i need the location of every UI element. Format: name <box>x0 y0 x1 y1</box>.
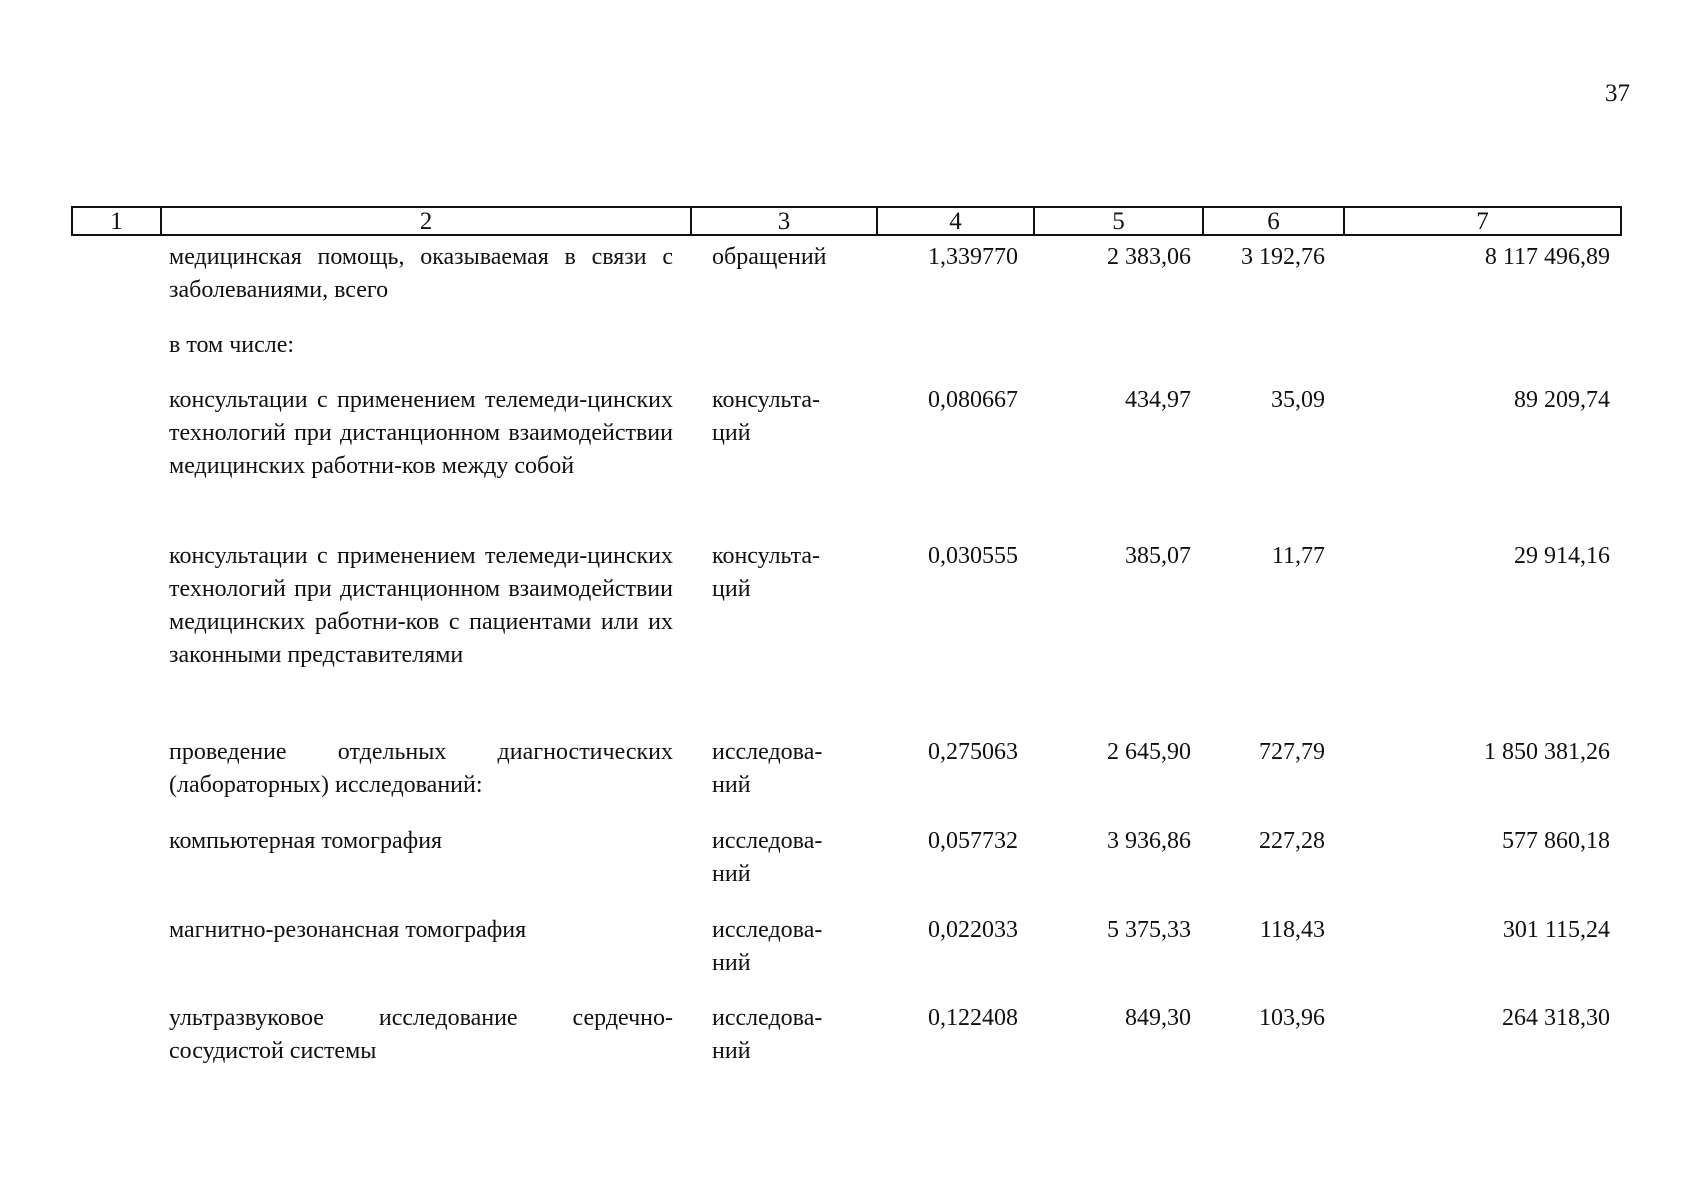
value-col-5: 2 383,06 <box>1107 244 1191 270</box>
table-header-row <box>71 206 1622 236</box>
value-col-5: 2 645,90 <box>1107 739 1191 765</box>
subsection-label: в том числе: <box>169 332 295 358</box>
unit-of-measure: исследова-ний <box>712 1005 823 1064</box>
service-name: магнитно-резонансная томография <box>169 917 527 943</box>
column-header-5: 5 <box>1033 208 1202 234</box>
column-header-4: 4 <box>876 208 1033 234</box>
page-number: 37 <box>1605 80 1630 107</box>
value-col-7: 8 117 496,89 <box>1484 244 1610 270</box>
value-col-4: 0,122408 <box>928 1005 1018 1031</box>
value-col-6: 35,09 <box>1271 387 1325 413</box>
value-col-7: 1 850 381,26 <box>1484 739 1610 765</box>
column-header-3: 3 <box>690 208 876 234</box>
value-col-6: 727,79 <box>1259 739 1325 765</box>
value-col-5: 385,07 <box>1125 543 1191 569</box>
value-col-7: 264 318,30 <box>1502 1005 1610 1031</box>
unit-of-measure: консульта-ций <box>712 543 820 602</box>
unit-of-measure: исследова-ний <box>712 828 823 887</box>
value-col-5: 434,97 <box>1125 387 1191 413</box>
service-name: проведение отдельных диагностических (лабораторных) исследований: <box>169 739 673 798</box>
service-name: ультразвуковое исследование сердечно-сосудистой системы <box>169 1005 673 1064</box>
column-header-6: 6 <box>1202 208 1343 234</box>
column-header-7: 7 <box>1343 208 1620 234</box>
value-col-6: 227,28 <box>1259 828 1325 854</box>
value-col-5: 3 936,86 <box>1107 828 1191 854</box>
value-col-4: 0,080667 <box>928 387 1018 413</box>
value-col-4: 1,339770 <box>928 244 1018 270</box>
service-name: компьютерная томография <box>169 828 443 854</box>
value-col-4: 0,275063 <box>928 739 1018 765</box>
value-col-4: 0,030555 <box>928 543 1018 569</box>
unit-of-measure: консульта-ций <box>712 387 820 446</box>
value-col-5: 5 375,33 <box>1107 917 1191 943</box>
value-col-6: 103,96 <box>1259 1005 1325 1031</box>
value-col-4: 0,057732 <box>928 828 1018 854</box>
value-col-6: 11,77 <box>1271 543 1325 569</box>
value-col-7: 29 914,16 <box>1514 543 1610 569</box>
unit-of-measure: исследова-ний <box>712 917 823 976</box>
value-col-6: 118,43 <box>1259 917 1325 943</box>
service-name: консультации с применением телемеди-цинских технологий при дистанционном взаимодействии медицинских работни-ков между собой <box>169 387 673 479</box>
value-col-7: 577 860,18 <box>1502 828 1610 854</box>
value-col-7: 301 115,24 <box>1502 917 1610 943</box>
unit-of-measure: исследова-ний <box>712 739 823 798</box>
service-name: медицинская помощь, оказываемая в связи с заболеваниями, всего <box>169 244 673 303</box>
service-name: консультации с применением телемеди-цинских технологий при дистанционном взаимодействии медицинских работни-ков с пациентами или их законными представителями <box>169 543 673 668</box>
value-col-4: 0,022033 <box>928 917 1018 943</box>
value-col-7: 89 209,74 <box>1514 387 1610 413</box>
column-header-2: 2 <box>160 208 690 234</box>
value-col-5: 849,30 <box>1125 1005 1191 1031</box>
unit-of-measure: обращений <box>712 244 827 270</box>
value-col-6: 3 192,76 <box>1241 244 1325 270</box>
column-header-1: 1 <box>110 208 123 235</box>
